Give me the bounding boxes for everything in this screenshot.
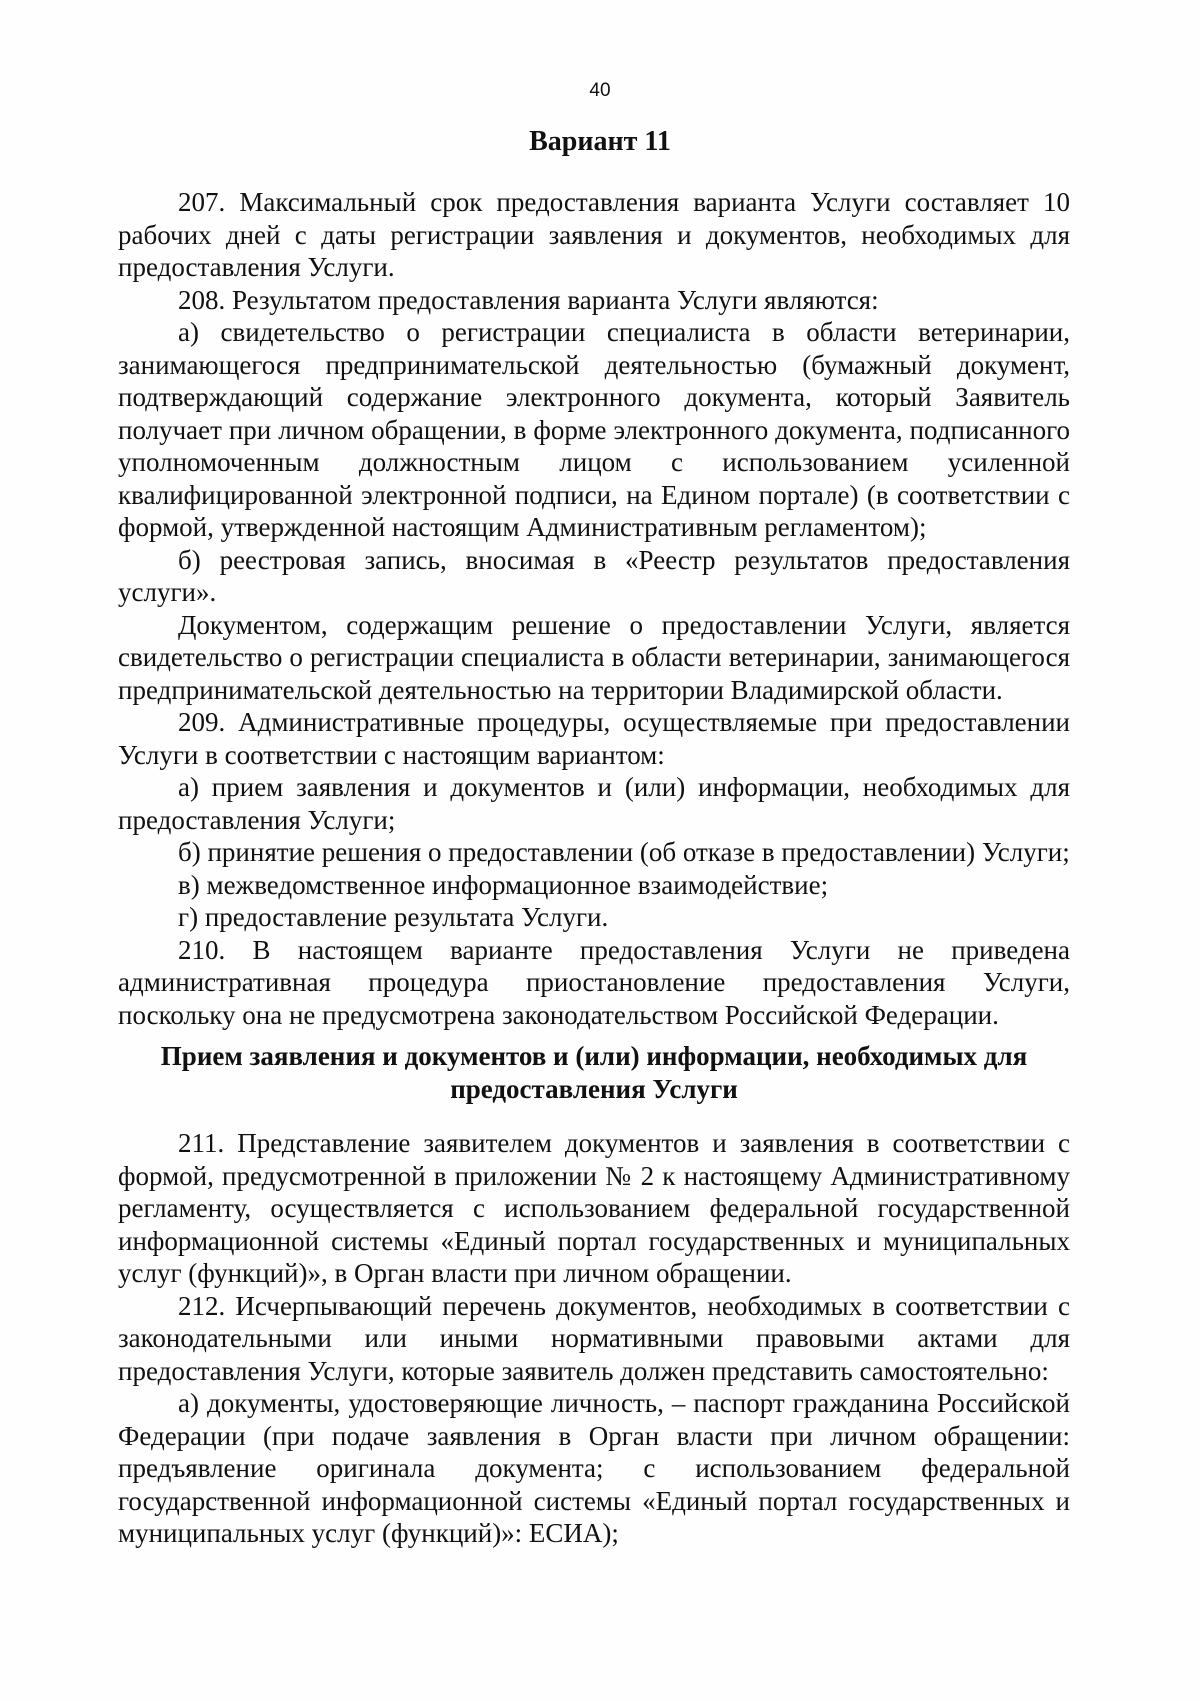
paragraph-209-item-b: б) принятие решения о предоставлении (об отказе в предоставлении) Услуги; — [178, 837, 1070, 867]
body-text-bottom — [118, 1127, 1070, 1550]
paragraph-212-item-a: а) документы, удостоверяющие личность, – паспорт гражданина Российской Федерации (при подаче заявления в Орган власти при личном обращении: предъявление оригинала документа; с использованием федеральной государственной информационной системы «Единый портал государственных и муниципальных услуг (функций)»: ЕСИА); — [118, 1388, 1070, 1548]
paragraph-208-item-a: а) свидетельство о регистрации специалиста в области ветеринарии, занимающегося предпринимательской деятельностью (бумажный документ, подтверждающий содержание электронного документа, который Заявитель получает при личном обращении, в форме электронного документа, подписанного уполномоченным должностным лицом с использованием усиленной квалифицированной электронной подписи, на Едином портале) (в соответствии с формой, утвержденной настоящим Административным регламентом); — [118, 317, 1070, 542]
paragraph-212: 212. Исчерпывающий перечень документов, необходимых в соответствии с законодательными или иными нормативными правовыми актами для предоставления Услуги, которые заявитель должен представить самостоятельно: — [118, 1290, 1070, 1386]
paragraph-decision-document: Документом, содержащим решение о предоставлении Услуги, является свидетельство о регистрации специалиста в области ветеринарии, занимающегося предпринимательской деятельностью на территории Владимирской области. — [118, 609, 1070, 705]
paragraph-208: 208. Результатом предоставления варианта Услуги являются: — [178, 284, 879, 315]
variant-title: Вариант 11 — [529, 126, 671, 157]
page-number: 40 — [589, 80, 611, 101]
section-heading: Прием заявления и документов и (или) информации, необходимых для предоставления Услуги — [160, 1041, 1028, 1104]
paragraph-209-item-d: г) предоставление результата Услуги. — [178, 902, 609, 932]
paragraph-208-item-b: б) реестровая запись, вносимая в «Реестр результатов предоставления услуги». — [118, 544, 1070, 607]
paragraph-210: 210. В настоящем варианте предоставления Услуги не приведена административная процедура приостановление предоставления Услуги, поскольку она не предусмотрена законодательством Российской Федерации. — [118, 934, 1070, 1030]
paragraph-211: 211. Представление заявителем документов и заявления в соответствии с формой, предусмотренной в приложении № 2 к настоящему Административному регламенту, осуществляется с использованием федеральной государственной информационной системы «Единый портал государственных и муниципальных услуг (функций)», в Орган власти при личном обращении. — [118, 1128, 1070, 1288]
paragraph-209: 209. Административные процедуры, осуществляемые при предоставлении Услуги в соответствии с настоящим вариантом: — [118, 707, 1070, 770]
paragraph-209-item-a: а) прием заявления и документов и (или) информации, необходимых для предоставления Услуги; — [118, 772, 1070, 835]
paragraph-209-item-c: в) межведомственное информационное взаимодействие; — [178, 869, 829, 900]
body-text-top — [118, 186, 1070, 1031]
paragraph-207: 207. Максимальный срок предоставления варианта Услуги составляет 10 рабочих дней с даты регистрации заявления и документов, необходимых для предоставления Услуги. — [118, 187, 1070, 282]
